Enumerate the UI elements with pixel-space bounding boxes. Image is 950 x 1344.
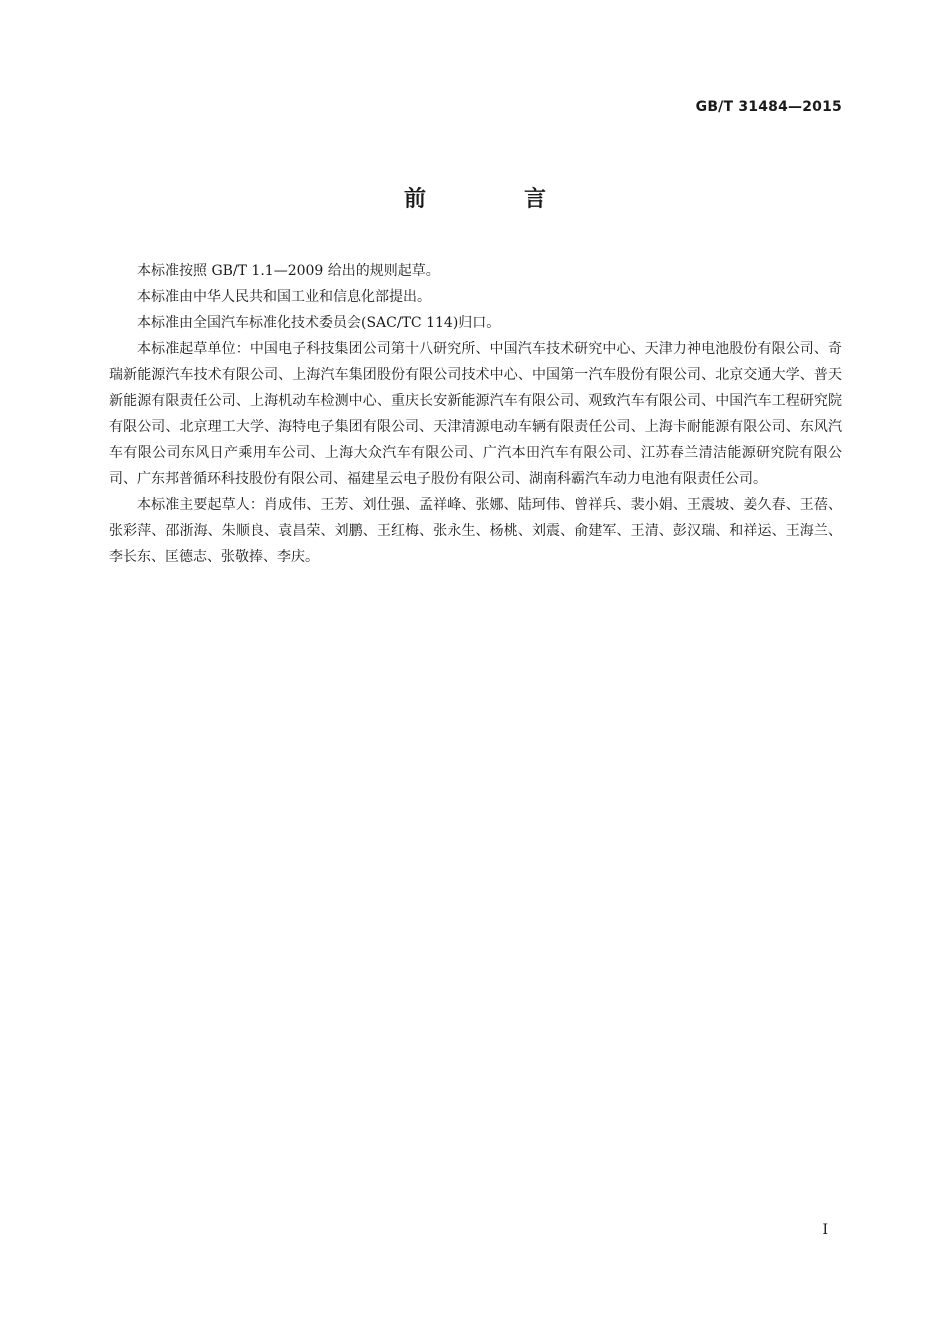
paragraph-drafters: 本标准主要起草人：肖成伟、王芳、刘仕强、孟祥峰、张娜、陆珂伟、曾祥兵、裴小娟、王震坡、姜久春、王蓓、张彩萍、邵浙海、朱顺良、袁昌荣、刘鹏、王红梅、张永生、杨桃、刘震、俞建军、王清、彭汉瑞、和祥运、王海兰、李长东、匡德志、张敬捧、李庆。 — [109, 497, 842, 565]
paragraph-drafting-rules: 本标准按照 GB/T 1.1—2009 给出的规则起草。 — [137, 263, 440, 279]
standard-code: GB/T 31484—2015 — [695, 99, 842, 115]
paragraph-administrator: 本标准由全国汽车标准化技术委员会(SAC/TC 114)归口。 — [137, 315, 501, 331]
document-body — [109, 258, 842, 570]
page-number: I — [822, 1222, 828, 1238]
paragraph-proposer: 本标准由中华人民共和国工业和信息化部提出。 — [137, 289, 431, 305]
paragraph-drafting-units: 本标准起草单位：中国电子科技集团公司第十八研究所、中国汽车技术研究中心、天津力神电池股份有限公司、奇瑞新能源汽车技术有限公司、上海汽车集团股份有限公司技术中心、中国第一汽车股份有限公司、北京交通大学、普天新能源有限责任公司、上海机动车检测中心、重庆长安新能源汽车有限公司、观致汽车有限公司、中国汽车工程研究院有限公司、北京理工大学、海特电子集团有限公司、天津清源电动车辆有限责任公司、上海卡耐能源有限公司、东风汽车有限公司东风日产乘用车公司、上海大众汽车有限公司、广汽本田汽车有限公司、江苏春兰清洁能源研究院有限公司、广东邦普循环科技股份有限公司、福建星云电子股份有限公司、湖南科霸汽车动力电池有限责任公司。 — [109, 341, 842, 487]
page-title: 前 言 — [403, 187, 584, 212]
